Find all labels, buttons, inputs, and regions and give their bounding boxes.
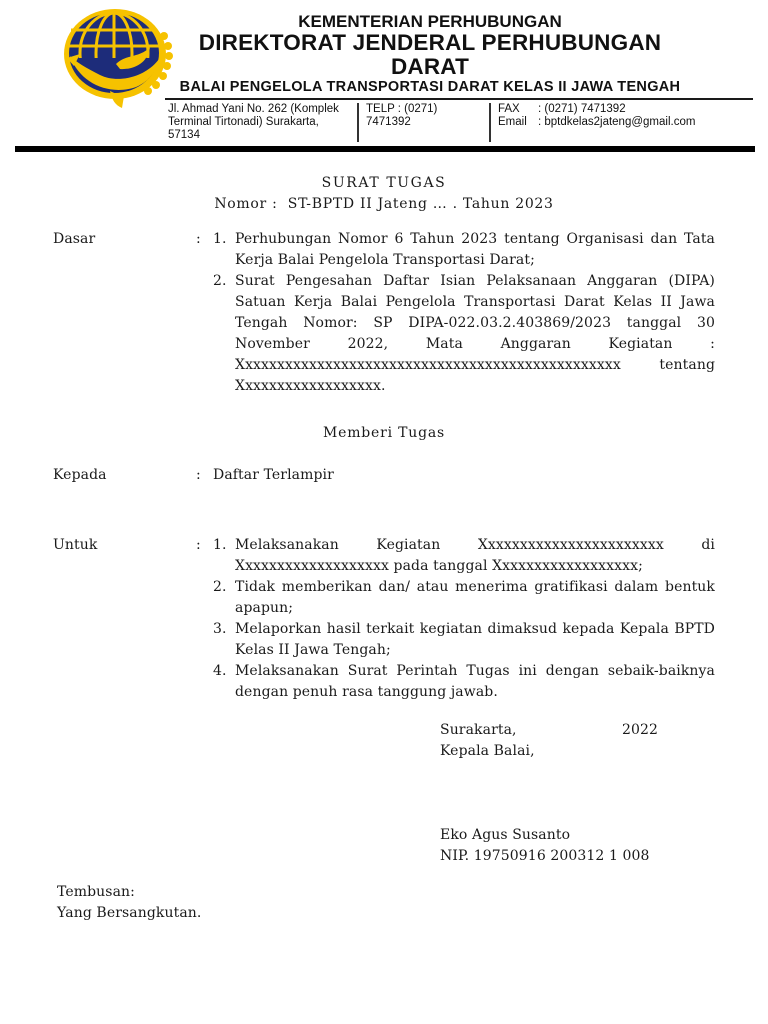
kemenhub-logo-icon — [58, 6, 176, 108]
contact-divider — [357, 103, 359, 142]
kepada-value: Daftar Terlampir — [213, 467, 334, 483]
office-address — [168, 103, 350, 142]
tembusan-label: Tembusan: — [57, 884, 135, 900]
dasar-list — [213, 229, 715, 397]
contact-divider — [489, 103, 491, 142]
list-item — [213, 535, 715, 577]
email-value: : bptdkelas2jateng@gmail.com — [538, 116, 696, 128]
tembusan-block — [57, 882, 715, 924]
letter-number: Nomor : ST-BPTD II Jateng … . Tahun 2023 — [214, 196, 554, 212]
letterhead — [0, 0, 768, 152]
ministry-name: KEMENTERIAN PERHUBUNGAN — [298, 12, 562, 31]
address-line-2: Terminal Tirtonadi) Surakarta, 57134 — [168, 116, 319, 141]
memberi-tugas-heading: Memberi Tugas — [322, 425, 445, 441]
list-item-number: 2. — [213, 579, 227, 595]
list-item-text: Perhubungan Nomor 6 Tahun 2023 tentang Organisasi dan Tata Kerja Balai Pengelola Transportasi Darat; — [235, 231, 715, 268]
list-item-text: Tidak memberikan dan/ atau menerima gratifikasi dalam bentuk apapun; — [235, 579, 715, 616]
section-kepada — [53, 465, 715, 486]
list-item-text: Surat Pengesahan Daftar Isian Pelaksanaan Anggaran (DIPA) Satuan Kerja Balai Pengelola Transportasi Darat Kelas II Jawa Tengah Nomor: SP DIPA-022.03.2.403869/2023 tanggal 30 November 2022, Mata Anggaran Kegiatan : Xxxxxxxxxxxxxxxxxxxxxxxxxxxxxxxxxxxxxxxxxxxxxxxx tentang Xxxxxxxxxxxxxxxxxx. — [235, 273, 715, 394]
list-item-number: 1. — [213, 537, 227, 553]
directorate-name: DIREKTORAT JENDERAL PERHUBUNGAN DARAT — [198, 30, 662, 79]
email-label: Email — [498, 116, 527, 128]
list-item — [213, 577, 715, 619]
letterhead-text — [165, 12, 695, 96]
letter-title-text: SURAT TUGAS — [321, 175, 447, 191]
letterhead-contact — [168, 100, 754, 142]
fax-label: FAX — [498, 103, 520, 115]
list-item — [213, 619, 715, 661]
dasar-colon: : — [196, 231, 201, 247]
kepada-label: Kepada — [53, 467, 107, 483]
telp-info: TELP : (0271) 7471392 — [366, 103, 438, 128]
list-item-text: Melaksanakan Surat Perintah Tugas ini dengan sebaik-baiknya dengan penuh rasa tanggung jawab. — [235, 663, 715, 700]
list-item-number: 1. — [213, 231, 227, 247]
signature-position: Kepala Balai, — [440, 743, 535, 759]
list-item — [213, 661, 715, 703]
list-item — [213, 229, 715, 271]
list-item-number: 2. — [213, 273, 227, 289]
untuk-list — [213, 535, 715, 703]
list-item-number: 4. — [213, 663, 227, 679]
fax-value: : (0271) 7471392 — [538, 103, 626, 115]
list-item-text: Melaporkan hasil terkait kegiatan dimaksud kepada Kepala BPTD Kelas II Jawa Tengah; — [235, 621, 715, 658]
dasar-label: Dasar — [53, 231, 96, 247]
letterhead-bar — [15, 146, 755, 152]
letter-title — [53, 173, 715, 215]
section-dasar — [53, 229, 715, 397]
signature-city: Surakarta, — [440, 722, 517, 738]
signature-year: 2022 — [621, 722, 658, 738]
untuk-label: Untuk — [53, 537, 98, 553]
section-untuk — [53, 535, 715, 703]
tembusan-value: Yang Bersangkutan. — [57, 905, 202, 921]
signature-name: Eko Agus Susanto — [440, 827, 571, 843]
letter-body — [0, 173, 768, 924]
office-name: BALAI PENGELOLA TRANSPORTASI DARAT KELAS II JAWA TENGAH — [179, 79, 681, 95]
signature-block — [440, 720, 658, 867]
list-item — [213, 271, 715, 397]
signature-nip: NIP. 19750916 200312 1 008 — [440, 848, 650, 864]
fax-email-info — [498, 103, 754, 142]
address-line-1: Jl. Ahmad Yani No. 262 (Komplek — [168, 103, 339, 115]
kepada-colon: : — [196, 467, 201, 483]
list-item-text: Melaksanakan Kegiatan Xxxxxxxxxxxxxxxxxxxxxxx di Xxxxxxxxxxxxxxxxxxx pada tanggal Xxxxxxxxxxxxxxxxxx; — [235, 537, 715, 574]
list-item-number: 3. — [213, 621, 227, 637]
signature-space — [440, 762, 658, 825]
untuk-colon: : — [196, 537, 201, 553]
